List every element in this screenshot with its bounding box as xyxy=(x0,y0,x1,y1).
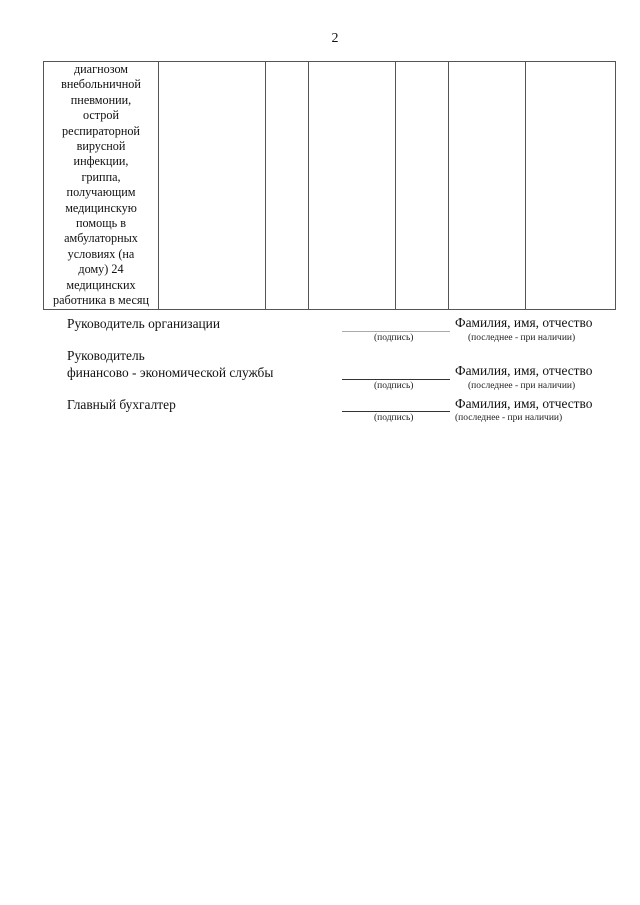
signatory-role: Главный бухгалтер xyxy=(67,397,176,412)
cell-text-line: диагнозом xyxy=(73,62,129,76)
cell-text-line: внебольничной xyxy=(61,77,141,92)
table-cell-empty xyxy=(449,62,526,310)
cell-text-line: условиях (на xyxy=(67,246,135,261)
table-cell-empty xyxy=(266,62,309,310)
cell-text-line: работника в месяц xyxy=(53,293,149,308)
table-cell-empty xyxy=(159,62,266,310)
cell-text-line: амбулаторных xyxy=(64,231,138,246)
cell-text-line: инфекции, xyxy=(73,154,129,169)
name-label: Фамилия, имя, отчество xyxy=(455,396,593,411)
cell-text-line: пневмонии, xyxy=(70,92,132,107)
signature-caption: (подпись) xyxy=(374,333,414,343)
cell-text-line: получающим xyxy=(66,185,136,200)
signature-caption: (подпись) xyxy=(374,413,414,423)
signatory-role: Руководитель xyxy=(67,348,145,363)
signature-caption: (подпись) xyxy=(374,381,414,391)
cell-text-line: острой xyxy=(83,108,119,123)
page-number: 2 xyxy=(331,31,339,46)
name-caption: (последнее - при наличии) xyxy=(468,381,576,391)
cell-text-line: помощь в xyxy=(76,216,126,231)
signature-line xyxy=(342,411,450,412)
name-caption: (последнее - при наличии) xyxy=(468,333,576,343)
name-label: Фамилия, имя, отчество xyxy=(455,315,593,330)
name-label: Фамилия, имя, отчество xyxy=(455,363,593,378)
table-cell-empty xyxy=(396,62,449,310)
name-caption: (последнее - при наличии) xyxy=(455,413,563,423)
signatory-role: финансово - экономической службы xyxy=(67,365,274,380)
cell-text-line: медицинских xyxy=(66,277,136,292)
cell-text-line: респираторной xyxy=(62,123,140,138)
table-cell-description xyxy=(44,62,159,310)
table-cell-empty xyxy=(309,62,396,310)
cell-text-line: гриппа, xyxy=(81,169,121,184)
table-row xyxy=(44,62,616,310)
cell-text-line: вирусной xyxy=(76,139,126,154)
signature-line xyxy=(342,379,450,380)
cell-text-line: дому) 24 xyxy=(78,262,124,277)
data-table xyxy=(43,61,616,310)
signatory-role: Руководитель организации xyxy=(67,316,221,331)
signature-line xyxy=(342,331,450,332)
cell-text-line: медицинскую xyxy=(65,200,137,215)
table-cell-empty xyxy=(526,62,616,310)
